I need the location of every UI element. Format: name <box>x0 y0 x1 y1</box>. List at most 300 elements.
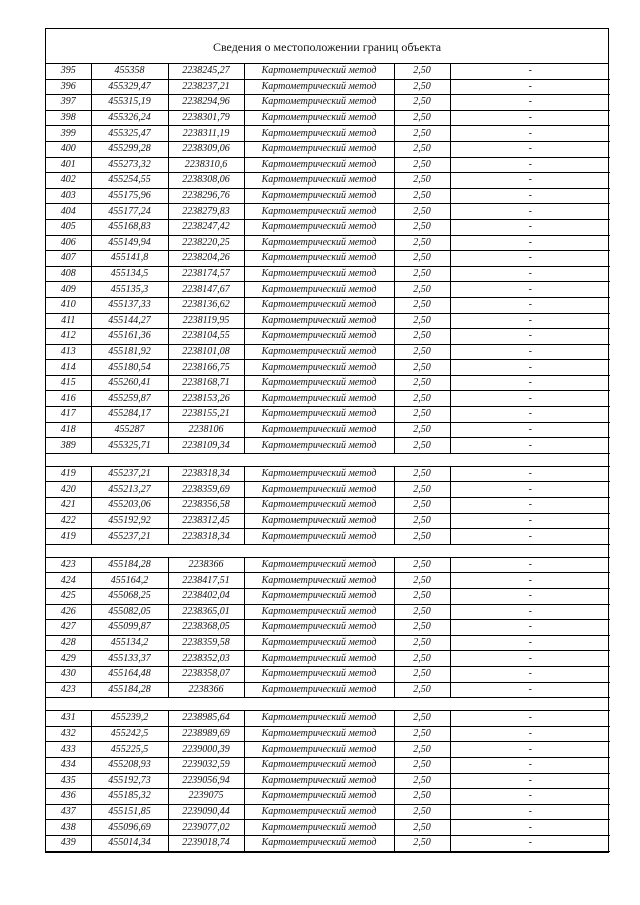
y-coordinate-cell: 2238366 <box>168 682 244 698</box>
accuracy-cell: 2,50 <box>394 711 450 727</box>
notes-cell: - <box>450 219 610 235</box>
x-coordinate-cell: 455096,69 <box>91 820 168 836</box>
x-coordinate-cell: 455237,21 <box>91 529 168 545</box>
table-row <box>46 329 610 345</box>
method-cell: Картометрический метод <box>244 360 394 376</box>
point-number-cell: 404 <box>46 204 91 220</box>
y-coordinate-cell: 2238168,71 <box>168 375 244 391</box>
table-row <box>46 482 610 498</box>
table-row <box>46 157 610 173</box>
y-coordinate-cell: 2238309,06 <box>168 141 244 157</box>
method-cell: Картометрический метод <box>244 266 394 282</box>
table-row <box>46 141 610 157</box>
table-row <box>46 635 610 651</box>
x-coordinate-cell: 455225,5 <box>91 742 168 758</box>
x-coordinate-cell: 455358 <box>91 64 168 79</box>
x-coordinate-cell: 455141,8 <box>91 251 168 267</box>
table-row <box>46 188 610 204</box>
point-number-cell: 405 <box>46 219 91 235</box>
method-cell: Картометрический метод <box>244 235 394 251</box>
separator-cell <box>46 453 610 466</box>
x-coordinate-cell: 455175,96 <box>91 188 168 204</box>
table-row <box>46 835 610 851</box>
y-coordinate-cell: 2238119,95 <box>168 313 244 329</box>
y-coordinate-cell: 2238301,79 <box>168 110 244 126</box>
notes-cell: - <box>450 804 610 820</box>
table-row <box>46 126 610 142</box>
point-number-cell: 425 <box>46 589 91 605</box>
accuracy-cell: 2,50 <box>394 188 450 204</box>
point-number-cell: 419 <box>46 529 91 545</box>
y-coordinate-cell: 2238310,6 <box>168 157 244 173</box>
accuracy-cell: 2,50 <box>394 251 450 267</box>
method-cell: Картометрический метод <box>244 726 394 742</box>
method-cell: Картометрический метод <box>244 329 394 345</box>
x-coordinate-cell: 455161,36 <box>91 329 168 345</box>
notes-cell: - <box>450 360 610 376</box>
method-cell: Картометрический метод <box>244 173 394 189</box>
notes-cell: - <box>450 173 610 189</box>
point-number-cell: 414 <box>46 360 91 376</box>
method-cell: Картометрический метод <box>244 666 394 682</box>
point-number-cell: 436 <box>46 789 91 805</box>
notes-cell: - <box>450 64 610 79</box>
table-row <box>46 438 610 454</box>
x-coordinate-cell: 455014,34 <box>91 835 168 851</box>
accuracy-cell: 2,50 <box>394 482 450 498</box>
method-cell: Картометрический метод <box>244 204 394 220</box>
accuracy-cell: 2,50 <box>394 282 450 298</box>
y-coordinate-cell: 2238402,04 <box>168 589 244 605</box>
table-row <box>46 282 610 298</box>
accuracy-cell: 2,50 <box>394 466 450 482</box>
point-number-cell: 439 <box>46 835 91 851</box>
method-cell: Картометрический метод <box>244 466 394 482</box>
accuracy-cell: 2,50 <box>394 835 450 851</box>
notes-cell: - <box>450 79 610 95</box>
accuracy-cell: 2,50 <box>394 757 450 773</box>
point-number-cell: 433 <box>46 742 91 758</box>
y-coordinate-cell: 2238247,42 <box>168 219 244 235</box>
notes-cell: - <box>450 266 610 282</box>
table-row <box>46 651 610 667</box>
method-cell: Картометрический метод <box>244 804 394 820</box>
accuracy-cell: 2,50 <box>394 742 450 758</box>
method-cell: Картометрический метод <box>244 344 394 360</box>
method-cell: Картометрический метод <box>244 498 394 514</box>
y-coordinate-cell: 2238308,06 <box>168 173 244 189</box>
point-number-cell: 420 <box>46 482 91 498</box>
y-coordinate-cell: 2239075 <box>168 789 244 805</box>
table-row <box>46 711 610 727</box>
accuracy-cell: 2,50 <box>394 329 450 345</box>
table-row <box>46 589 610 605</box>
x-coordinate-cell: 455273,32 <box>91 157 168 173</box>
y-coordinate-cell: 2238417,51 <box>168 573 244 589</box>
point-number-cell: 419 <box>46 466 91 482</box>
method-cell: Картометрический метод <box>244 438 394 454</box>
x-coordinate-cell: 455299,28 <box>91 141 168 157</box>
x-coordinate-cell: 455315,19 <box>91 95 168 111</box>
table-row <box>46 204 610 220</box>
notes-cell: - <box>450 95 610 111</box>
y-coordinate-cell: 2238318,34 <box>168 466 244 482</box>
x-coordinate-cell: 455137,33 <box>91 297 168 313</box>
notes-cell: - <box>450 589 610 605</box>
accuracy-cell: 2,50 <box>394 141 450 157</box>
method-cell: Картометрический метод <box>244 282 394 298</box>
y-coordinate-cell: 2238989,69 <box>168 726 244 742</box>
contour-separator-row <box>46 453 610 466</box>
separator-cell <box>46 544 610 557</box>
table-row <box>46 313 610 329</box>
notes-cell: - <box>450 513 610 529</box>
accuracy-cell: 2,50 <box>394 682 450 698</box>
y-coordinate-cell: 2239000,39 <box>168 742 244 758</box>
notes-cell: - <box>450 110 610 126</box>
x-coordinate-cell: 455325,47 <box>91 126 168 142</box>
y-coordinate-cell: 2238365,01 <box>168 604 244 620</box>
x-coordinate-cell: 455203,06 <box>91 498 168 514</box>
y-coordinate-cell: 2238101,08 <box>168 344 244 360</box>
point-number-cell: 396 <box>46 79 91 95</box>
x-coordinate-cell: 455284,17 <box>91 407 168 423</box>
accuracy-cell: 2,50 <box>394 360 450 376</box>
accuracy-cell: 2,50 <box>394 95 450 111</box>
x-coordinate-cell: 455329,47 <box>91 79 168 95</box>
table-row <box>46 789 610 805</box>
point-number-cell: 400 <box>46 141 91 157</box>
notes-cell: - <box>450 604 610 620</box>
point-number-cell: 413 <box>46 344 91 360</box>
accuracy-cell: 2,50 <box>394 266 450 282</box>
table-row <box>46 235 610 251</box>
accuracy-cell: 2,50 <box>394 604 450 620</box>
accuracy-cell: 2,50 <box>394 64 450 79</box>
coordinates-table-body <box>46 64 610 851</box>
x-coordinate-cell: 455208,93 <box>91 757 168 773</box>
notes-cell: - <box>450 141 610 157</box>
y-coordinate-cell: 2238104,55 <box>168 329 244 345</box>
x-coordinate-cell: 455177,24 <box>91 204 168 220</box>
point-number-cell: 424 <box>46 573 91 589</box>
point-number-cell: 423 <box>46 557 91 573</box>
notes-cell: - <box>450 482 610 498</box>
point-number-cell: 435 <box>46 773 91 789</box>
x-coordinate-cell: 455192,92 <box>91 513 168 529</box>
x-coordinate-cell: 455325,71 <box>91 438 168 454</box>
x-coordinate-cell: 455135,3 <box>91 282 168 298</box>
table-row <box>46 726 610 742</box>
method-cell: Картометрический метод <box>244 482 394 498</box>
point-number-cell: 427 <box>46 620 91 636</box>
x-coordinate-cell: 455151,85 <box>91 804 168 820</box>
x-coordinate-cell: 455181,92 <box>91 344 168 360</box>
table-title: Сведения о местоположении границ объекта <box>46 29 608 64</box>
point-number-cell: 402 <box>46 173 91 189</box>
table-row <box>46 64 610 79</box>
accuracy-cell: 2,50 <box>394 422 450 438</box>
accuracy-cell: 2,50 <box>394 79 450 95</box>
notes-cell: - <box>450 375 610 391</box>
accuracy-cell: 2,50 <box>394 635 450 651</box>
x-coordinate-cell: 455254,55 <box>91 173 168 189</box>
accuracy-cell: 2,50 <box>394 157 450 173</box>
notes-cell: - <box>450 391 610 407</box>
notes-cell: - <box>450 126 610 142</box>
table-row <box>46 79 610 95</box>
y-coordinate-cell: 2238356,58 <box>168 498 244 514</box>
table-row <box>46 529 610 545</box>
point-number-cell: 389 <box>46 438 91 454</box>
point-number-cell: 428 <box>46 635 91 651</box>
method-cell: Картометрический метод <box>244 620 394 636</box>
accuracy-cell: 2,50 <box>394 651 450 667</box>
point-number-cell: 431 <box>46 711 91 727</box>
x-coordinate-cell: 455237,21 <box>91 466 168 482</box>
notes-cell: - <box>450 726 610 742</box>
x-coordinate-cell: 455184,28 <box>91 682 168 698</box>
accuracy-cell: 2,50 <box>394 173 450 189</box>
notes-cell: - <box>450 820 610 836</box>
point-number-cell: 399 <box>46 126 91 142</box>
notes-cell: - <box>450 498 610 514</box>
accuracy-cell: 2,50 <box>394 438 450 454</box>
table-row <box>46 251 610 267</box>
table-row <box>46 466 610 482</box>
x-coordinate-cell: 455259,87 <box>91 391 168 407</box>
table-row <box>46 557 610 573</box>
notes-cell: - <box>450 529 610 545</box>
method-cell: Картометрический метод <box>244 313 394 329</box>
method-cell: Картометрический метод <box>244 742 394 758</box>
accuracy-cell: 2,50 <box>394 498 450 514</box>
x-coordinate-cell: 455192,73 <box>91 773 168 789</box>
point-number-cell: 421 <box>46 498 91 514</box>
y-coordinate-cell: 2238358,07 <box>168 666 244 682</box>
notes-cell: - <box>450 573 610 589</box>
accuracy-cell: 2,50 <box>394 557 450 573</box>
accuracy-cell: 2,50 <box>394 110 450 126</box>
y-coordinate-cell: 2238155,21 <box>168 407 244 423</box>
point-number-cell: 407 <box>46 251 91 267</box>
notes-cell: - <box>450 282 610 298</box>
x-coordinate-cell: 455144,27 <box>91 313 168 329</box>
x-coordinate-cell: 455184,28 <box>91 557 168 573</box>
accuracy-cell: 2,50 <box>394 297 450 313</box>
y-coordinate-cell: 2238312,45 <box>168 513 244 529</box>
accuracy-cell: 2,50 <box>394 726 450 742</box>
point-number-cell: 395 <box>46 64 91 79</box>
notes-cell: - <box>450 742 610 758</box>
table-row <box>46 820 610 836</box>
method-cell: Картометрический метод <box>244 157 394 173</box>
method-cell: Картометрический метод <box>244 557 394 573</box>
x-coordinate-cell: 455134,5 <box>91 266 168 282</box>
accuracy-cell: 2,50 <box>394 820 450 836</box>
table-row <box>46 173 610 189</box>
table-row <box>46 773 610 789</box>
accuracy-cell: 2,50 <box>394 573 450 589</box>
method-cell: Картометрический метод <box>244 79 394 95</box>
point-number-cell: 437 <box>46 804 91 820</box>
y-coordinate-cell: 2238106 <box>168 422 244 438</box>
table-row <box>46 498 610 514</box>
x-coordinate-cell: 455134,2 <box>91 635 168 651</box>
notes-cell: - <box>450 557 610 573</box>
table-row <box>46 110 610 126</box>
notes-cell: - <box>450 789 610 805</box>
point-number-cell: 432 <box>46 726 91 742</box>
table-row <box>46 513 610 529</box>
y-coordinate-cell: 2238359,58 <box>168 635 244 651</box>
point-number-cell: 426 <box>46 604 91 620</box>
y-coordinate-cell: 2238318,34 <box>168 529 244 545</box>
x-coordinate-cell: 455149,94 <box>91 235 168 251</box>
point-number-cell: 418 <box>46 422 91 438</box>
contour-separator-row <box>46 698 610 711</box>
notes-cell: - <box>450 835 610 851</box>
notes-cell: - <box>450 635 610 651</box>
method-cell: Картометрический метод <box>244 219 394 235</box>
method-cell: Картометрический метод <box>244 835 394 851</box>
method-cell: Картометрический метод <box>244 820 394 836</box>
table-row <box>46 804 610 820</box>
accuracy-cell: 2,50 <box>394 391 450 407</box>
table-row <box>46 742 610 758</box>
accuracy-cell: 2,50 <box>394 789 450 805</box>
y-coordinate-cell: 2238296,76 <box>168 188 244 204</box>
method-cell: Картометрический метод <box>244 391 394 407</box>
method-cell: Картометрический метод <box>244 757 394 773</box>
notes-cell: - <box>450 711 610 727</box>
x-coordinate-cell: 455185,32 <box>91 789 168 805</box>
table-row <box>46 422 610 438</box>
method-cell: Картометрический метод <box>244 513 394 529</box>
method-cell: Картометрический метод <box>244 711 394 727</box>
accuracy-cell: 2,50 <box>394 313 450 329</box>
point-number-cell: 438 <box>46 820 91 836</box>
notes-cell: - <box>450 329 610 345</box>
table-row <box>46 375 610 391</box>
y-coordinate-cell: 2238204,26 <box>168 251 244 267</box>
accuracy-cell: 2,50 <box>394 204 450 220</box>
accuracy-cell: 2,50 <box>394 620 450 636</box>
y-coordinate-cell: 2238279,83 <box>168 204 244 220</box>
table-row <box>46 297 610 313</box>
method-cell: Картометрический метод <box>244 651 394 667</box>
method-cell: Картометрический метод <box>244 589 394 605</box>
y-coordinate-cell: 2239077,02 <box>168 820 244 836</box>
point-number-cell: 403 <box>46 188 91 204</box>
y-coordinate-cell: 2239090,44 <box>168 804 244 820</box>
point-number-cell: 422 <box>46 513 91 529</box>
accuracy-cell: 2,50 <box>394 804 450 820</box>
notes-cell: - <box>450 204 610 220</box>
notes-cell: - <box>450 235 610 251</box>
notes-cell: - <box>450 297 610 313</box>
accuracy-cell: 2,50 <box>394 589 450 605</box>
y-coordinate-cell: 2238147,67 <box>168 282 244 298</box>
notes-cell: - <box>450 757 610 773</box>
method-cell: Картометрический метод <box>244 126 394 142</box>
notes-cell: - <box>450 157 610 173</box>
x-coordinate-cell: 455242,5 <box>91 726 168 742</box>
point-number-cell: 398 <box>46 110 91 126</box>
method-cell: Картометрический метод <box>244 604 394 620</box>
x-coordinate-cell: 455068,25 <box>91 589 168 605</box>
point-number-cell: 416 <box>46 391 91 407</box>
coordinates-table <box>46 64 610 852</box>
method-cell: Картометрический метод <box>244 773 394 789</box>
x-coordinate-cell: 455168,83 <box>91 219 168 235</box>
point-number-cell: 408 <box>46 266 91 282</box>
accuracy-cell: 2,50 <box>394 126 450 142</box>
x-coordinate-cell: 455287 <box>91 422 168 438</box>
y-coordinate-cell: 2238174,57 <box>168 266 244 282</box>
accuracy-cell: 2,50 <box>394 513 450 529</box>
y-coordinate-cell: 2238352,03 <box>168 651 244 667</box>
point-number-cell: 409 <box>46 282 91 298</box>
y-coordinate-cell: 2238294,96 <box>168 95 244 111</box>
accuracy-cell: 2,50 <box>394 219 450 235</box>
accuracy-cell: 2,50 <box>394 235 450 251</box>
point-number-cell: 423 <box>46 682 91 698</box>
method-cell: Картометрический метод <box>244 422 394 438</box>
method-cell: Картометрический метод <box>244 141 394 157</box>
method-cell: Картометрический метод <box>244 95 394 111</box>
method-cell: Картометрический метод <box>244 407 394 423</box>
x-coordinate-cell: 455239,2 <box>91 711 168 727</box>
y-coordinate-cell: 2239056,94 <box>168 773 244 789</box>
x-coordinate-cell: 455082,05 <box>91 604 168 620</box>
boundary-table-sheet <box>45 28 609 853</box>
notes-cell: - <box>450 651 610 667</box>
y-coordinate-cell: 2238109,34 <box>168 438 244 454</box>
y-coordinate-cell: 2238245,27 <box>168 64 244 79</box>
x-coordinate-cell: 455164,48 <box>91 666 168 682</box>
table-row <box>46 407 610 423</box>
method-cell: Картометрический метод <box>244 375 394 391</box>
table-row <box>46 682 610 698</box>
y-coordinate-cell: 2238153,26 <box>168 391 244 407</box>
method-cell: Картометрический метод <box>244 682 394 698</box>
x-coordinate-cell: 455326,24 <box>91 110 168 126</box>
y-coordinate-cell: 2238136,62 <box>168 297 244 313</box>
point-number-cell: 415 <box>46 375 91 391</box>
accuracy-cell: 2,50 <box>394 344 450 360</box>
point-number-cell: 434 <box>46 757 91 773</box>
x-coordinate-cell: 455213,27 <box>91 482 168 498</box>
point-number-cell: 430 <box>46 666 91 682</box>
notes-cell: - <box>450 188 610 204</box>
x-coordinate-cell: 455260,41 <box>91 375 168 391</box>
accuracy-cell: 2,50 <box>394 375 450 391</box>
accuracy-cell: 2,50 <box>394 773 450 789</box>
table-row <box>46 219 610 235</box>
x-coordinate-cell: 455133,37 <box>91 651 168 667</box>
accuracy-cell: 2,50 <box>394 407 450 423</box>
x-coordinate-cell: 455099,87 <box>91 620 168 636</box>
notes-cell: - <box>450 407 610 423</box>
point-number-cell: 411 <box>46 313 91 329</box>
y-coordinate-cell: 2238237,21 <box>168 79 244 95</box>
table-row <box>46 266 610 282</box>
point-number-cell: 406 <box>46 235 91 251</box>
point-number-cell: 397 <box>46 95 91 111</box>
method-cell: Картометрический метод <box>244 64 394 79</box>
y-coordinate-cell: 2238985,64 <box>168 711 244 727</box>
